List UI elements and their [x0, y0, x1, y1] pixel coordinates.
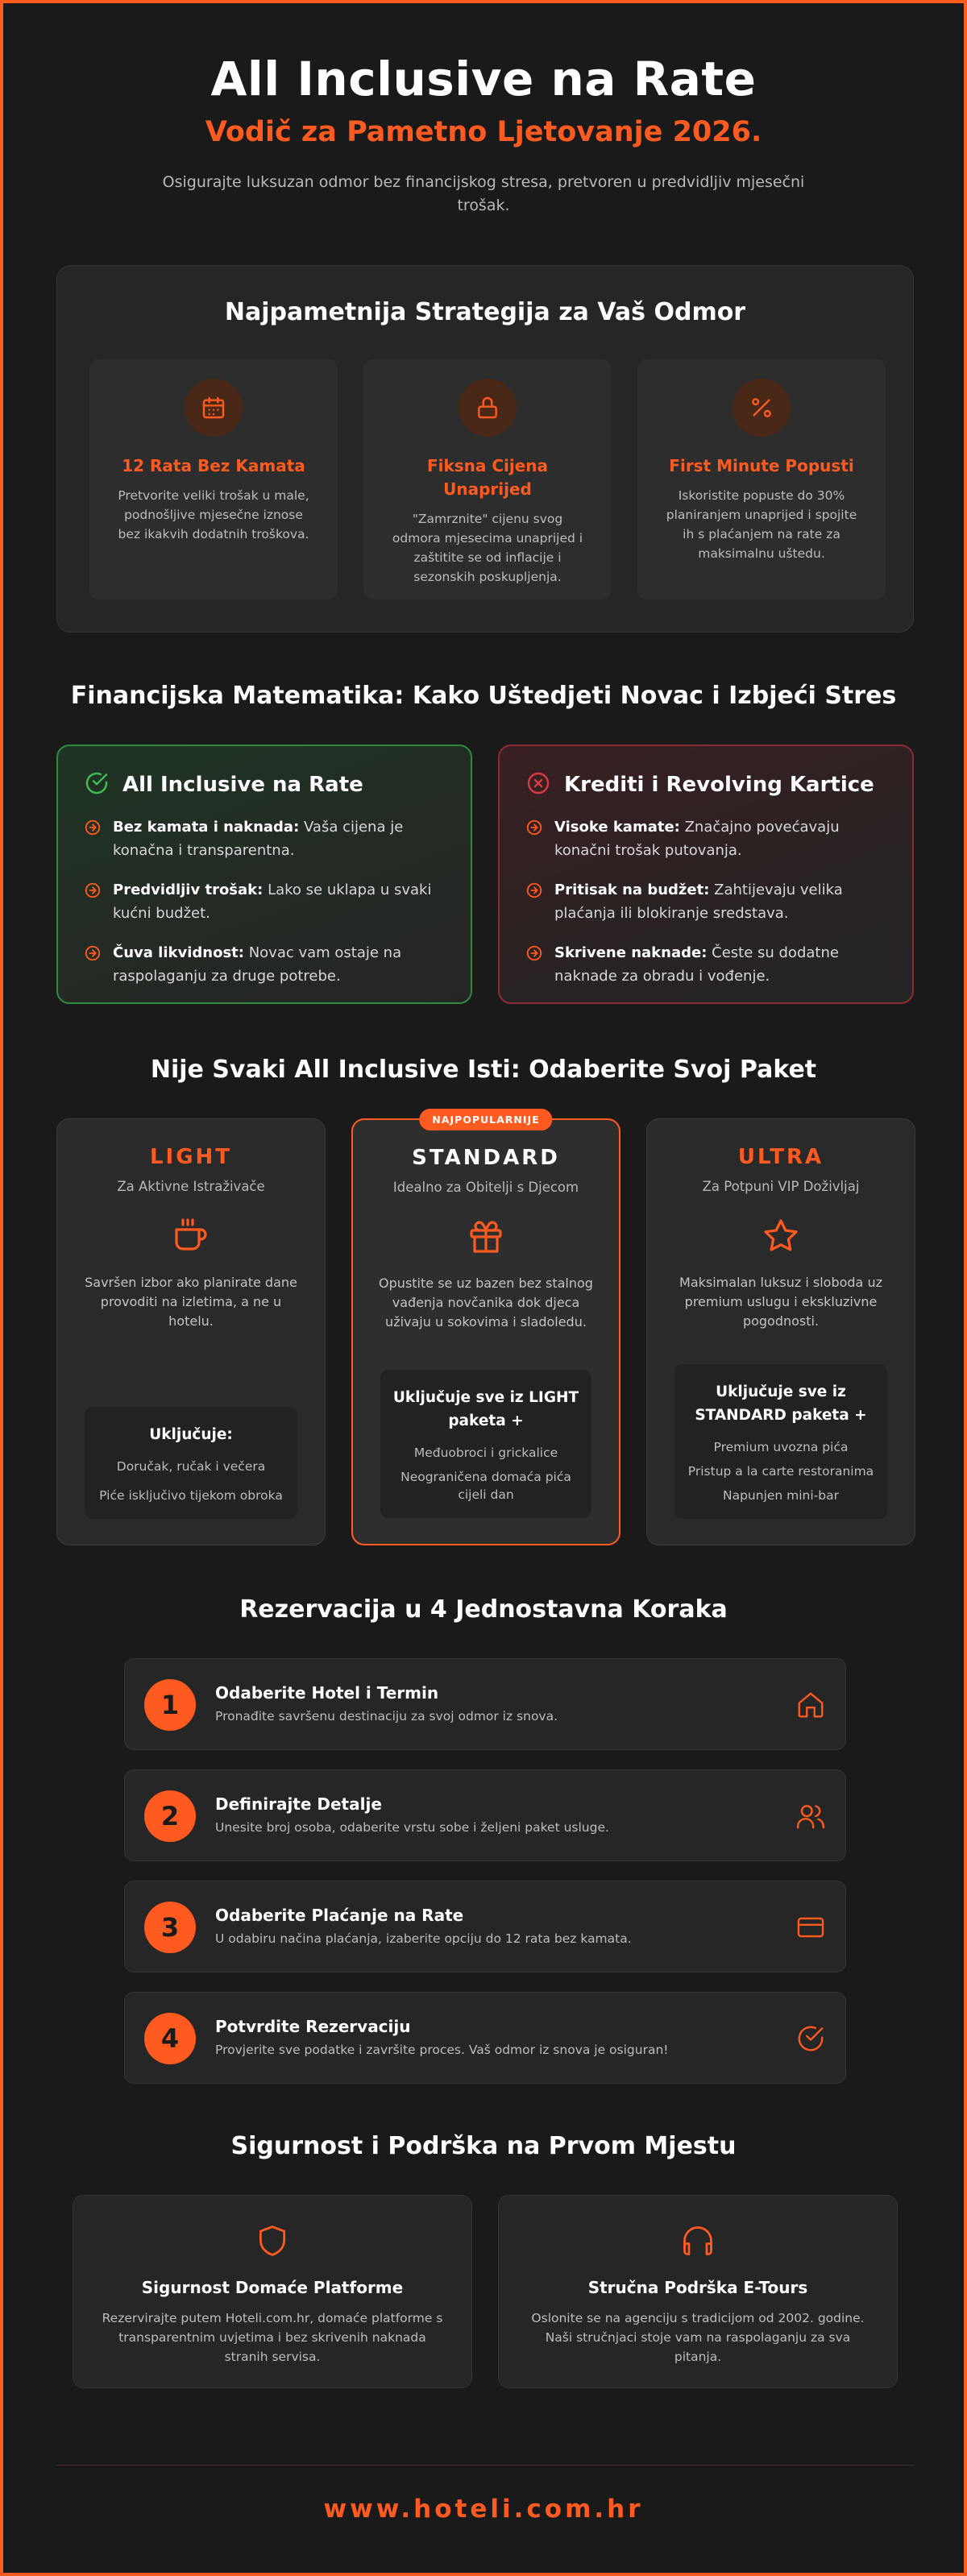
support-card-text: Oslonite se na agenciju s tradicijom od 2002. godine. Naši stručnjaci stoje vam na raspolaganju za sva pitanja.: [531, 2311, 865, 2364]
package-card-light[interactable]: [56, 1118, 326, 1545]
all-inclusive-comparison-card: [56, 745, 472, 1004]
package-description: Opustite se uz bazen bez stalnog vađenja novčanika dok djeca uživaju u sokovima i sladoledu.: [379, 1276, 593, 1329]
list-item: Skrivene naknade: Česte su dodatne naknade za obradu i vođenje.: [525, 941, 886, 988]
feature-text: Pretvorite veliki trošak u male, podnošljive mjesečne iznose bez ikakvih dodatnih troškova.: [118, 488, 309, 541]
list-item: Predvidljiv trošak: Lako se uklapa u svaki kućni budžet.: [84, 878, 445, 925]
gift-icon: [467, 1217, 505, 1256]
step-title: Definirajte Detalje: [215, 1794, 382, 1814]
arrow-circle-icon: [84, 944, 102, 988]
check-circle-icon: [84, 770, 110, 799]
lock-icon: [459, 379, 517, 437]
package-subtitle: Idealno za Obitelji s Djecom: [392, 1180, 579, 1195]
includes-title: Uključuje:: [149, 1426, 233, 1443]
calendar-icon: [185, 379, 243, 437]
includes-item: Piće isključivo tijekom obroka: [99, 1488, 283, 1503]
includes-item: Premium uvozna pića: [713, 1440, 849, 1454]
includes-item: Međuobroci i grickalice: [413, 1446, 558, 1460]
arrow-circle-icon: [525, 881, 543, 925]
feature-card: [637, 359, 886, 599]
home-icon: [795, 1690, 826, 1720]
feature-card: [89, 359, 338, 599]
list-item: Bez kamata i naknada: Vaša cijena je konačna i transparentna.: [84, 815, 445, 862]
users-icon: [795, 1801, 826, 1831]
packages-title: Nije Svaki All Inclusive Isti: Odaberite Svoj Paket: [150, 1056, 817, 1084]
strategy-panel: [56, 265, 914, 633]
step-number: 1: [144, 1679, 196, 1731]
includes-title: Uključuje sve iz STANDARD paketa +: [695, 1383, 867, 1424]
step-card: [124, 1992, 846, 2084]
feature-title: First Minute Popusti: [669, 456, 854, 475]
feature-title: Fiksna Cijena Unaprijed: [426, 456, 549, 499]
comparison-title: All Inclusive na Rate: [122, 773, 363, 797]
step-card: [124, 1658, 846, 1750]
list-item: Pritisak na budžet: Zahtijevaju velika plaćanja ili blokiranje sredstava.: [525, 878, 886, 925]
step-text: Pronađite savršenu destinaciju za svoj odmor iz snova.: [215, 1709, 558, 1724]
package-description: Maksimalan luksuz i sloboda uz premium uslugu i ekskluzivne pogodnosti.: [679, 1275, 882, 1329]
page-subtitle: Vodič za Pametno Ljetovanje 2026.: [205, 116, 762, 148]
footer-website-link[interactable]: www.hoteli.com.hr: [323, 2495, 644, 2524]
feature-title: 12 Rata Bez Kamata: [122, 456, 305, 475]
finance-title: Financijska Matematika: Kako Uštedjeti Novac i Izbjeći Stres: [70, 682, 897, 710]
step-text: Unesite broj osoba, odaberite vrstu sobe i željeni paket usluge.: [215, 1820, 609, 1835]
support-card-text: Rezervirajte putem Hoteli.com.hr, domaće platforme s transparentnim uvjetima i bez skrivenih naknada stranih servisa.: [102, 2311, 443, 2364]
check-circle-icon: [795, 2023, 826, 2054]
feature-card: [363, 359, 612, 599]
coffee-cup-icon: [172, 1217, 210, 1255]
package-card-standard[interactable]: [351, 1114, 620, 1545]
includes-item: Napunjen mini-bar: [722, 1488, 839, 1503]
package-subtitle: Za Aktivne Istraživače: [117, 1179, 265, 1194]
arrow-circle-icon: [525, 819, 543, 862]
percent-icon: [733, 379, 791, 437]
step-number: 3: [144, 1902, 196, 1953]
footer-divider: [56, 2465, 914, 2466]
package-includes: [380, 1370, 591, 1518]
support-card: [73, 2195, 472, 2388]
arrow-circle-icon: [84, 819, 102, 862]
step-number: 2: [144, 1790, 196, 1842]
package-subtitle: Za Potpuni VIP Doživljaj: [702, 1179, 860, 1194]
list-item: Čuva likvidnost: Novac vam ostaje na raspolaganju za druge potrebe.: [84, 941, 445, 988]
step-card: [124, 1881, 846, 1972]
package-description: Savršen izbor ako planirate dane provoditi na izletima, a ne u hotelu.: [85, 1275, 297, 1329]
arrow-circle-icon: [525, 944, 543, 988]
package-name: STANDARD: [412, 1146, 560, 1170]
feature-text: "Zamrznite" cijenu svog odmora mjesecima unaprijed i zaštitite se od inflacije i sezonskih poskupljenja.: [392, 512, 583, 584]
package-name: LIGHT: [149, 1145, 233, 1169]
list-item: Visoke kamate: Značajno povećavaju konačni trošak putovanja.: [525, 815, 886, 862]
package-card-ultra[interactable]: [646, 1118, 915, 1545]
includes-item: Doručak, ručak i večera: [116, 1459, 266, 1474]
package-name: ULTRA: [737, 1145, 824, 1169]
hero: [3, 3, 964, 218]
support-card-title: Sigurnost Domaće Platforme: [141, 2278, 404, 2297]
step-text: Provjerite sve podatke i završite proces. Vaš odmor iz snova je osiguran!: [215, 2043, 669, 2057]
includes-title: Uključuje sve iz LIGHT paketa +: [392, 1389, 579, 1429]
shield-icon: [255, 2223, 290, 2259]
headphones-icon: [680, 2223, 716, 2259]
package-includes: [85, 1407, 297, 1519]
feature-text: Iskoristite popuste do 30% planiranjem unaprijed i spojite ih s plaćanjem na rate za maksimalnu uštedu.: [666, 488, 857, 561]
support-card: [498, 2195, 898, 2388]
star-icon: [762, 1217, 800, 1255]
comparison-title: Krediti i Revolving Kartice: [564, 773, 874, 797]
step-title: Odaberite Plaćanje na Rate: [215, 1906, 464, 1925]
credit-card-icon: [795, 1912, 826, 1943]
step-card: [124, 1769, 846, 1861]
support-title: Sigurnost i Podrška na Prvom Mjestu: [230, 2132, 737, 2160]
step-title: Odaberite Hotel i Termin: [215, 1683, 439, 1703]
step-text: U odabiru načina plaćanja, izaberite opciju do 12 rata bez kamata.: [215, 1931, 632, 1946]
step-number: 4: [144, 2013, 196, 2064]
strategy-title: Najpametnija Strategija za Vaš Odmor: [224, 298, 746, 326]
popular-badge: NAJPOPULARNIJE: [419, 1109, 552, 1130]
x-circle-icon: [525, 770, 551, 799]
support-card-title: Stručna Podrška E-Tours: [587, 2278, 808, 2297]
includes-item: Pristup a la carte restoranima: [687, 1464, 874, 1479]
arrow-circle-icon: [84, 881, 102, 925]
steps-title: Rezervacija u 4 Jednostavna Koraka: [239, 1595, 728, 1624]
includes-item: Neograničena domaća pića cijeli dan: [400, 1470, 571, 1502]
package-includes: [674, 1364, 887, 1519]
page-title: All Inclusive na Rate: [210, 52, 757, 106]
hero-intro: Osigurajte luksuzan odmor bez financijskog stresa, pretvoren u predvidljiv mjesečni trošak.: [162, 173, 805, 214]
credit-comparison-card: [498, 745, 914, 1004]
step-title: Potvrdite Rezervaciju: [215, 2017, 411, 2036]
